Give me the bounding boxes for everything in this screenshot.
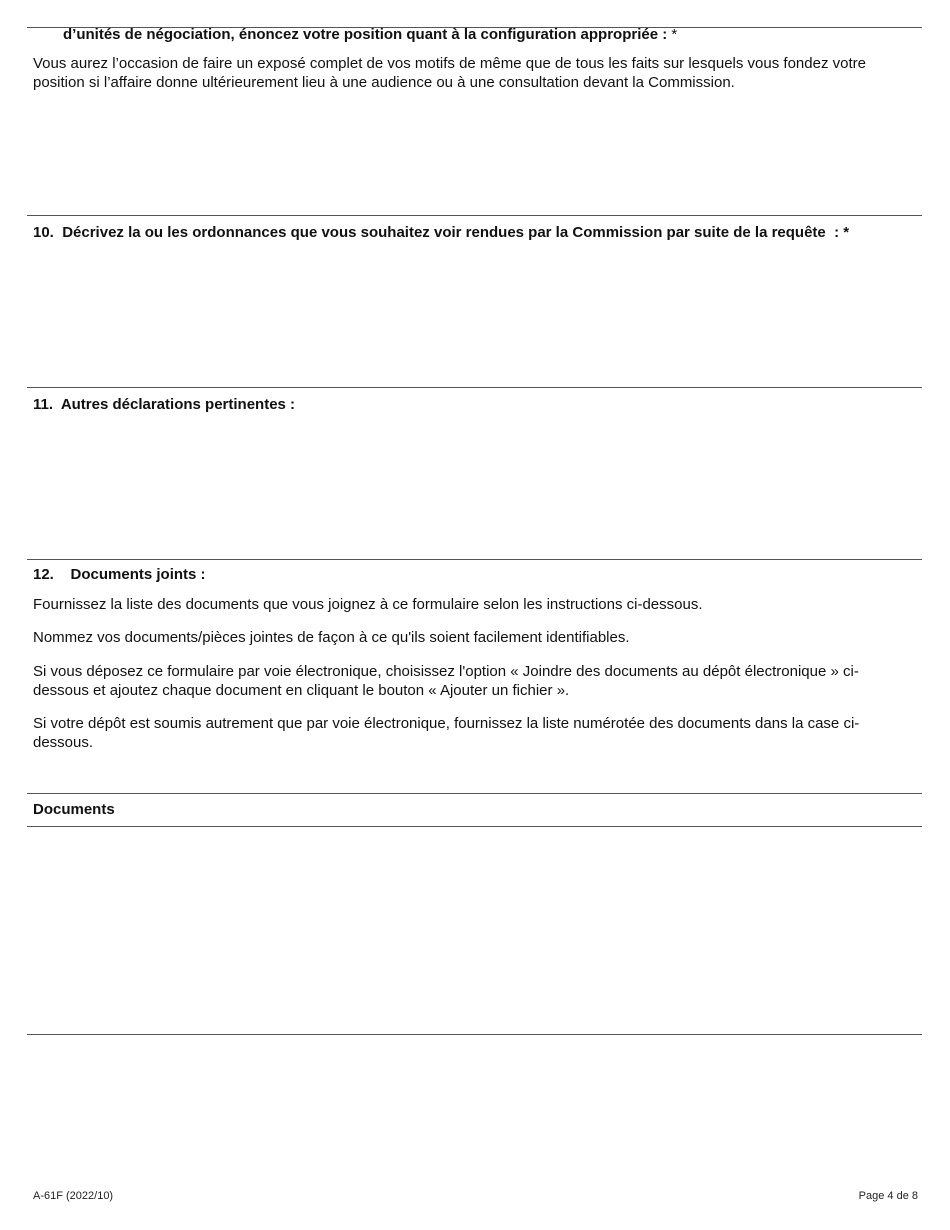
page-number: Page 4 de 8: [858, 1190, 918, 1202]
section-12-heading-text: Documents joints :: [70, 566, 206, 583]
section-12-number: 12.: [33, 566, 54, 583]
section-12-heading: [33, 565, 206, 584]
section-10-number: 10.: [33, 224, 54, 241]
section-10-heading-text: Décrivez la ou les ordonnances que vous souhaitez voir rendues par la Commission par suite de la requête: [62, 224, 826, 241]
divider-section-11: [27, 387, 922, 388]
documents-header-border: [27, 826, 922, 827]
section-9-response-field[interactable]: [27, 96, 926, 212]
section-12-paragraph: Fournissez la liste des documents que vous joignez à ce formulaire selon les instructions ci-dessous.: [33, 596, 703, 613]
documents-list-field[interactable]: [27, 829, 926, 1033]
divider-section-12: [27, 559, 922, 560]
section-11-response-field[interactable]: [27, 420, 926, 556]
section-10-heading: [33, 223, 849, 242]
documents-label: Documents: [33, 801, 115, 818]
required-mark: : *: [834, 224, 850, 241]
section-11-heading-text: Autres déclarations pertinentes :: [60, 396, 296, 413]
section-11-heading: [33, 395, 295, 414]
section-12-paragraph: Si votre dépôt est soumis autrement que par voie électronique, fournissez la liste numérotée des documents dans la case ci-dessous.: [33, 715, 860, 751]
section-11-number: 11.: [33, 396, 54, 413]
section-9-heading: [63, 25, 677, 44]
section-12-paragraph: Nommez vos documents/pièces jointes de façon à ce qu'ils soient facilement identifiables.: [33, 629, 630, 646]
divider-section-10: [27, 215, 922, 216]
documents-bottom-border: [27, 1034, 922, 1035]
required-mark: *: [671, 26, 678, 43]
section-9-instruction: Vous aurez l’occasion de faire un exposé complet de vos motifs de même que de tous les faits sur lesquels vous fondez votre position si l’affaire donne ultérieurement lieu à une audience ou à une consultation devant la Commission.: [33, 55, 866, 91]
section-10-response-field[interactable]: [27, 248, 926, 384]
section-9-heading-text: d’unités de négociation, énoncez votre position quant à la configuration appropriée :: [63, 26, 668, 43]
section-12-paragraph: Si vous déposez ce formulaire par voie électronique, choisissez l'option « Joindre des documents au dépôt électronique » ci-dessous et ajoutez chaque document en cliquant le bouton « Ajouter un fichier ».: [33, 663, 859, 699]
form-code: A-61F (2022/10): [33, 1190, 114, 1202]
documents-top-border: [27, 793, 922, 794]
